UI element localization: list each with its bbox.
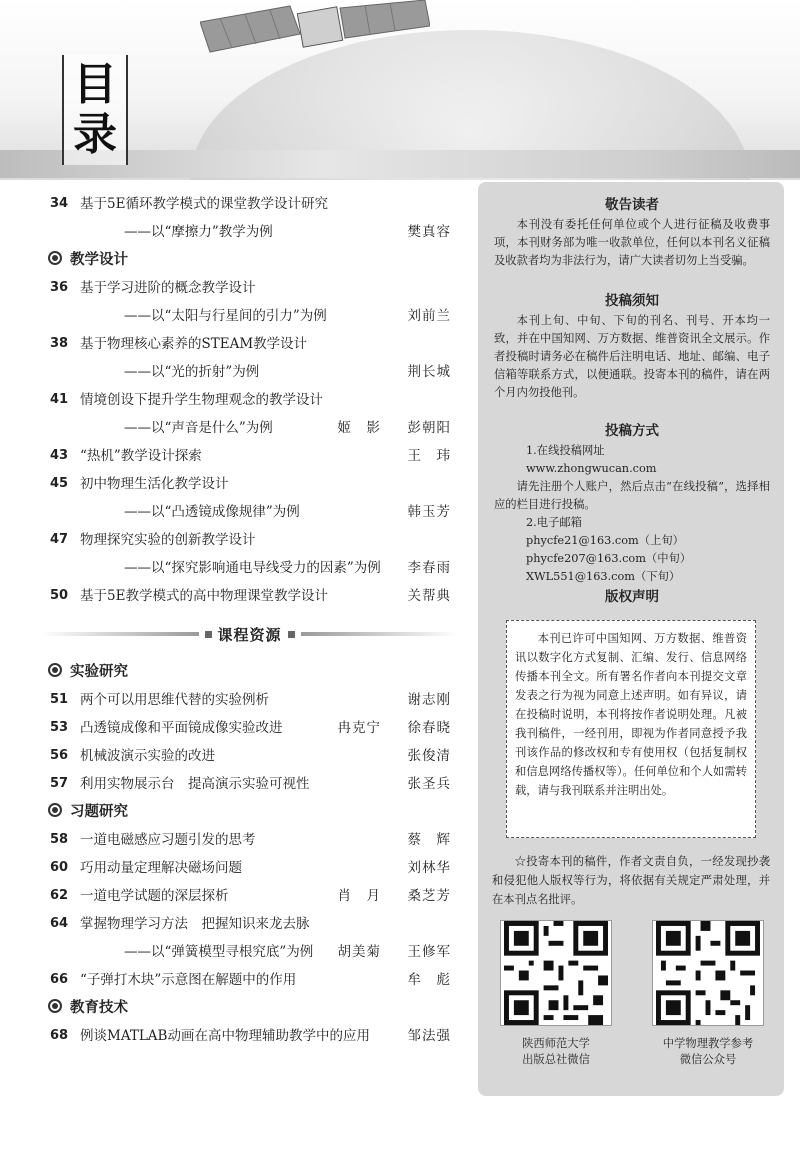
toc-entry-subtitle-row: [42, 554, 457, 582]
entry-author: 张俊清: [407, 748, 451, 764]
entry-author: 邹法强: [407, 1028, 451, 1044]
page-number: 56: [50, 748, 69, 763]
entry-author: 刘林华: [407, 860, 451, 876]
entry-author: 王 玮: [407, 448, 451, 464]
page-number: 34: [50, 196, 69, 211]
toc-entry[interactable]: [42, 470, 457, 498]
entry-subtitle: ——以“太阳与行星间的引力”为例: [124, 308, 327, 324]
qr-caption-line2: 出版总社微信: [522, 1053, 590, 1066]
notice-text: ☆投寄本刊的稿件，作者文责自负，一经发现抄袭和侵犯他人版权等行为，将依据有关规定严肃处理，并在本刊点名批评。: [492, 855, 770, 906]
divider-bar-left: [42, 632, 199, 636]
toc-entry[interactable]: [42, 582, 457, 610]
toc-entry-subtitle-row: [42, 498, 457, 526]
toc-entry[interactable]: [42, 770, 457, 798]
toc-entry[interactable]: [42, 714, 457, 742]
toc-entry[interactable]: [42, 882, 457, 910]
readers-title: 敬告读者: [605, 197, 659, 213]
copyright-box: [506, 620, 756, 838]
toc-entry[interactable]: [42, 966, 457, 994]
title-char-2: 录: [73, 109, 117, 160]
toc-entry-subtitle-row: [42, 358, 457, 386]
methods-title: 投稿方式: [605, 423, 659, 439]
method1-text: 请先注册个人账户，然后点击“在线投稿”，选择相应的栏目进行投稿。: [494, 480, 770, 511]
page-number: 53: [50, 720, 69, 735]
toc-entry[interactable]: [42, 190, 457, 218]
entry-title: “热机”教学设计探索: [80, 448, 202, 464]
page-number: 38: [50, 336, 69, 351]
divider-square-icon: [288, 631, 295, 638]
entry-author: 张圣兵: [407, 776, 451, 792]
section-heading-exercise: [42, 798, 457, 826]
entry-title: 掌握物理学习方法 把握知识来龙去脉: [80, 916, 310, 932]
section-bullet-icon: [48, 999, 62, 1013]
section-label: 习题研究: [70, 804, 128, 820]
divider-label: 课程资源: [217, 625, 282, 644]
entry-title: 机械波演示实验的改进: [80, 748, 215, 764]
qr-caption-line2: 微信公众号: [679, 1053, 737, 1066]
toc-entry[interactable]: [42, 826, 457, 854]
submission-methods: [494, 420, 770, 608]
entry-author: 王修军: [407, 944, 451, 960]
copyright-text: 本刊已许可中国知网、万方数据、维普资讯以数字化方式复制、汇编、发行、信息网络传播本刊全文。所有署名作者向本刊提交文章发表之行为视为同意上述声明。如有异议，请在投稿时说明，本刊将按作者说明处理。凡被我刊稿件，一经刊用，即视为作者同意授予我刊该作品的修改权和专有使用权（包括复制权和信息网络传播权等）。任何单位和个人如需转载，请与我刊联系并注明出处。: [515, 632, 747, 797]
table-of-contents: [42, 190, 457, 1050]
toc-entry[interactable]: [42, 442, 457, 470]
entry-author: 彭朝阳: [407, 420, 451, 436]
entry-subtitle: ——以“探究影响通电导线受力的因素”为例: [124, 560, 381, 576]
entry-title: 情境创设下提升学生物理观念的教学设计: [80, 392, 323, 408]
section-label: 实验研究: [70, 664, 128, 680]
submission-warning: [492, 852, 770, 909]
entry-title: 巧用动量定理解决磁场问题: [80, 860, 242, 876]
title-char-1: 目: [73, 59, 117, 110]
entry-title: 一道电磁感应习题引发的思考: [80, 832, 256, 848]
entry-title: “子弹打木块”示意图在解题中的作用: [80, 972, 297, 988]
toc-entry[interactable]: [42, 274, 457, 302]
submit-notes-text: 本刊上旬、中旬、下旬的刊名、刊号、开本均一致，并在中国知网、万方数据、维普资讯全文展示。作者投稿时请务必在稿件后注明电话、地址、邮编、电子信箱等联系方式，以便通联。投寄本刊的稿件，请在两个月内勿投他刊。: [494, 314, 770, 399]
info-sidebar: [478, 182, 784, 1096]
entry-title: 物理探究实验的创新教学设计: [80, 532, 256, 548]
email-middle[interactable]: phycfe207@163.com（中旬）: [526, 552, 692, 565]
divider-bar-right: [301, 632, 458, 636]
method1-url[interactable]: www.zhongwucan.com: [526, 462, 657, 475]
section-bullet-icon: [48, 663, 62, 677]
entry-subtitle: ——以“弹簧模型寻根究底”为例: [124, 944, 314, 960]
entry-title: 利用实物展示台 提高演示实验可视性: [80, 776, 310, 792]
section-label: 教学设计: [70, 252, 128, 268]
section-bullet-icon: [48, 803, 62, 817]
entry-subtitle: ——以“声音是什么”为例: [124, 420, 273, 436]
entry-author: 刘前兰: [407, 308, 451, 324]
entry-author: 谢志刚: [407, 692, 451, 708]
page-number: 68: [50, 1028, 69, 1043]
qr-publisher: [496, 920, 616, 1068]
entry-title: 凸透镜成像和平面镜成像实验改进: [80, 720, 283, 736]
section-divider: [42, 610, 457, 658]
toc-entry[interactable]: [42, 330, 457, 358]
page-number: 57: [50, 776, 69, 791]
satellite-icon: [200, 0, 430, 70]
toc-entry[interactable]: [42, 854, 457, 882]
email-lower[interactable]: XWL551@163.com（下旬）: [526, 570, 681, 583]
entry-author: 关帮典: [407, 588, 451, 604]
entry-author: 樊真容: [407, 224, 451, 240]
entry-title: 基于5E循环教学模式的课堂教学设计研究: [80, 196, 328, 212]
page-number: 60: [50, 860, 69, 875]
page-title: [62, 55, 128, 165]
readers-text: 本刊没有委托任何单位或个人进行征稿及收费事项，本刊财务部为唯一收款单位，任何以本刊名义征稿及收款者均为非法行为，请广大读者切勿上当受骗。: [494, 218, 770, 267]
section-bullet-icon: [48, 251, 62, 265]
entry-author: 韩玉芳: [407, 504, 451, 520]
submission-notes: [494, 290, 770, 402]
entry-subtitle: ——以“光的折射”为例: [124, 364, 260, 380]
toc-entry-subtitle-row: [42, 218, 457, 246]
toc-entry-subtitle-row: [42, 302, 457, 330]
entry-author: 姬 影: [337, 420, 381, 436]
entry-title: 一道电学试题的深层探析: [80, 888, 229, 904]
entry-title: 初中物理生活化教学设计: [80, 476, 229, 492]
qr-caption-line1: 中学物理教学参考: [662, 1037, 754, 1050]
qr-code-icon[interactable]: [500, 920, 612, 1026]
qr-caption-line1: 陕西师范大学: [522, 1037, 590, 1050]
page-number: 36: [50, 280, 69, 295]
qr-wechat: [648, 920, 768, 1068]
entry-author: 牟 彪: [407, 972, 451, 988]
page-number: 50: [50, 588, 69, 603]
entry-author: 冉克宁: [337, 720, 381, 736]
entry-author: 李春雨: [407, 560, 451, 576]
page-number: 62: [50, 888, 69, 903]
page-number: 66: [50, 972, 69, 987]
section-heading-tech: [42, 994, 457, 1022]
page-number: 51: [50, 692, 69, 707]
copyright-title: 版权声明: [605, 589, 659, 605]
toc-entry-subtitle-row: [42, 414, 457, 442]
entry-title: 例谈MATLAB动画在高中物理辅助教学中的应用: [80, 1028, 370, 1044]
page-number: 41: [50, 392, 69, 407]
toc-entry-subtitle-row: [42, 938, 457, 966]
entry-title: 基于5E教学模式的高中物理课堂教学设计: [80, 588, 328, 604]
email-upper[interactable]: phycfe21@163.com（上旬）: [526, 534, 684, 547]
section-heading-experiment: [42, 658, 457, 686]
toc-entry[interactable]: [42, 910, 457, 938]
page-number: 47: [50, 532, 69, 547]
entry-title: 基于学习进阶的概念教学设计: [80, 280, 256, 296]
page-number: 43: [50, 448, 69, 463]
readers-notice: [494, 194, 770, 270]
entry-title: 基于物理核心素养的STEAM教学设计: [80, 336, 308, 352]
divider-square-icon: [205, 631, 212, 638]
method1-label: 1.在线投稿网址: [526, 444, 605, 457]
page-number: 64: [50, 916, 69, 931]
entry-title: 两个可以用思维代替的实验例析: [80, 692, 269, 708]
entry-author: 胡美菊: [337, 944, 381, 960]
toc-entry[interactable]: [42, 526, 457, 554]
toc-entry[interactable]: [42, 1022, 457, 1050]
toc-entry[interactable]: [42, 386, 457, 414]
toc-entry[interactable]: [42, 686, 457, 714]
entry-author: 蔡 辉: [407, 832, 451, 848]
entry-subtitle: ——以“摩擦力”教学为例: [124, 224, 273, 240]
entry-author: 肖 月: [337, 888, 381, 904]
qr-code-icon[interactable]: [652, 920, 764, 1026]
entry-author: 桑芝芳: [407, 888, 451, 904]
section-heading-design: [42, 246, 457, 274]
qr-codes: [496, 920, 768, 1068]
page-number: 58: [50, 832, 69, 847]
section-label: 教育技术: [70, 1000, 128, 1016]
submit-notes-title: 投稿须知: [605, 293, 659, 309]
page-number: 45: [50, 476, 69, 491]
entry-subtitle: ——以“凸透镜成像规律”为例: [124, 504, 300, 520]
method2-label: 2.电子邮箱: [526, 516, 582, 529]
entry-author: 徐春晓: [407, 720, 451, 736]
toc-entry[interactable]: [42, 742, 457, 770]
entry-author: 荆长城: [407, 364, 451, 380]
